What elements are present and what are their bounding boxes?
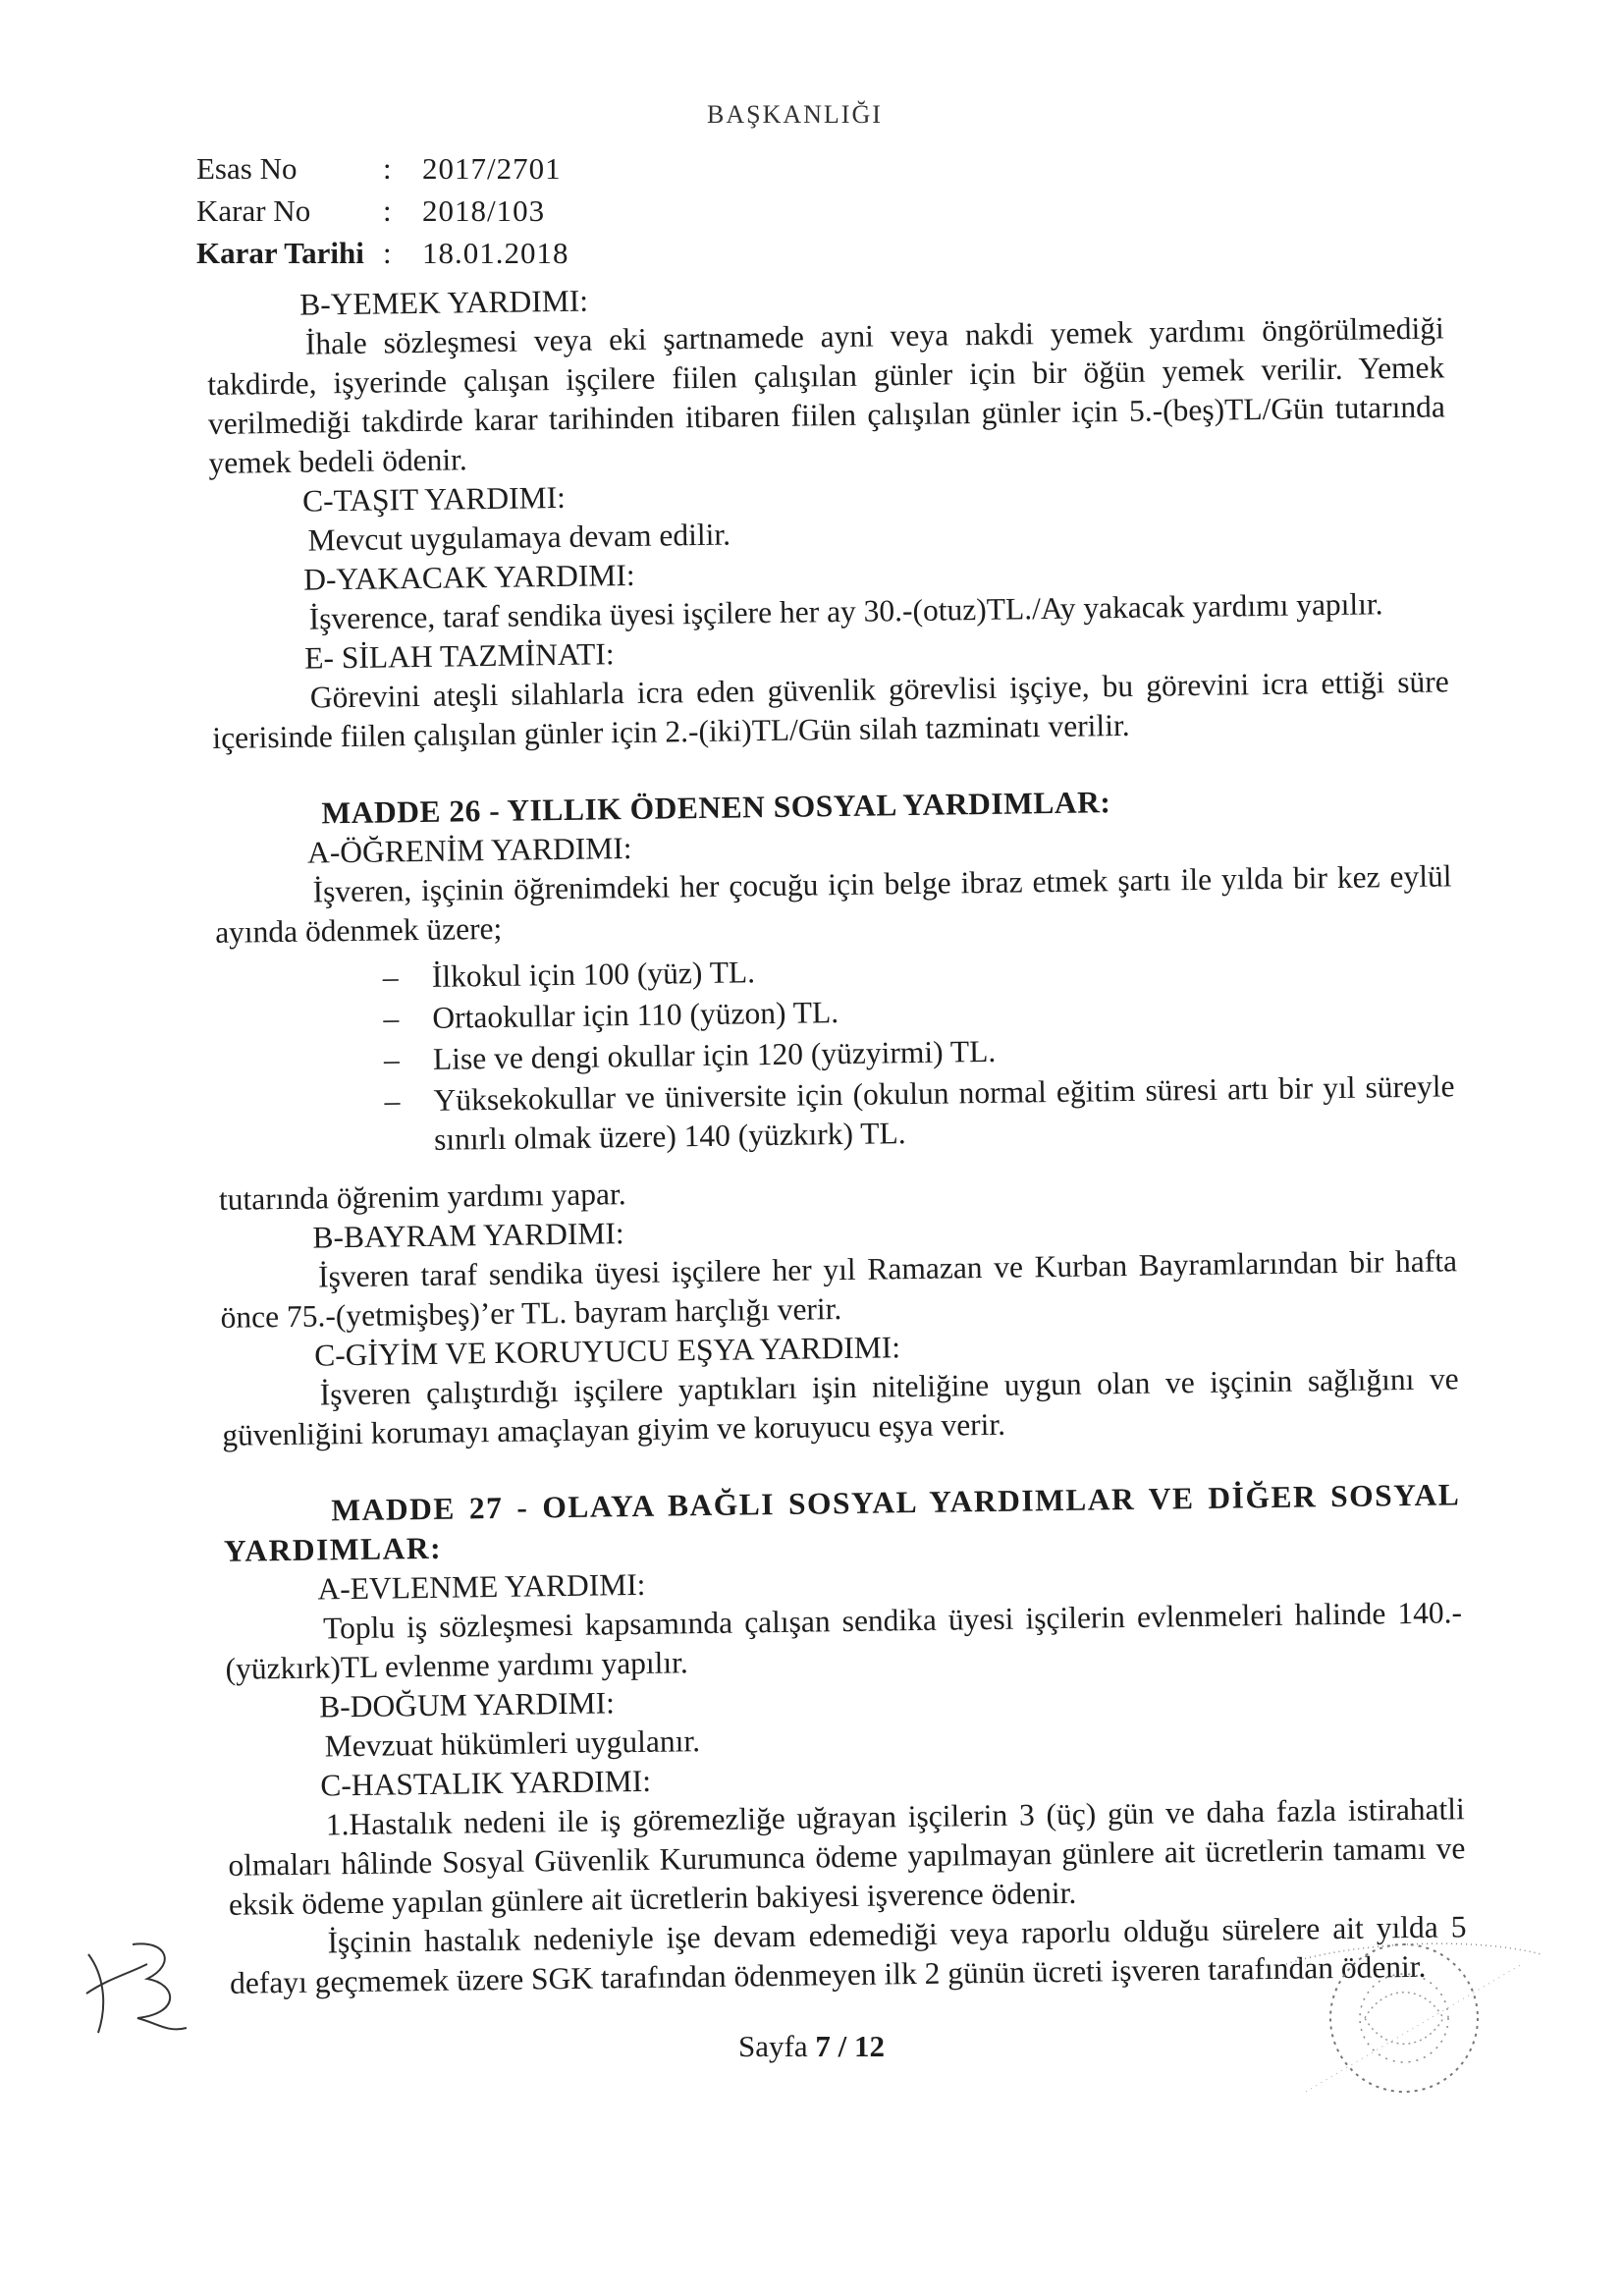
handwritten-initials: [79, 1935, 196, 2043]
meta-colon: :: [383, 236, 392, 270]
meta-value: 18.01.2018: [422, 236, 569, 270]
page-separator: /: [838, 2029, 847, 2063]
article-heading: MADDE 26 - YILLIK ÖDENEN SOSYAL YARDIMLAR:: [321, 785, 1111, 831]
list-item: – Ortaokullar için 110 (yüzon) TL.: [383, 984, 1453, 1038]
list-item: – Yüksekokullar ve üniversite için (okulun normal eğitim süresi artı bir yıl süreyle sınırlı olmak üzere) 140 (yüzkırk) TL.: [384, 1066, 1455, 1160]
meta-colon: :: [383, 193, 392, 228]
page-number: 7: [815, 2029, 831, 2063]
section-paragraph: İşçinin hastalık nedeniyle işe devam edemediği veya raporlu olduğu sürelere ait yılda 5 defayı geçmemek üzere SGK tarafından ödenmeyen ilk 2 günün ücreti işveren tarafından ödenir.: [229, 1909, 1467, 2000]
section-paragraph: İhale sözleşmesi veya eki şartnamede ayni veya nakdi yemek yardımı öngörülmediği takdirde, işyerinde çalışan işçilere fiilen çalışılan günler için bir öğün yemek verilir. Yemek verilmediği takdirde karar tarihinden itibaren fiilen çalışılan günler için 5.-(beş)TL/Gün tutarında yemek bedeli ödenir.: [207, 310, 1446, 480]
section-heading: D-YAKACAK YARDIMI:: [302, 557, 635, 597]
section-heading: C-TAŞIT YARDIMI:: [301, 479, 567, 519]
section-heading: B-BAYRAM YARDIMI:: [312, 1216, 624, 1255]
meta-row-esas: [196, 147, 569, 190]
page-footer: [0, 2029, 1623, 2064]
page-label: Sayfa: [738, 2029, 808, 2063]
section-heading: A-ÖĞRENİM YARDIMI:: [306, 831, 632, 870]
document-body: [206, 269, 1467, 2002]
section-paragraph: İşveren taraf sendika üyesi işçilere her yıl Ramazan ve Kurban Bayramlarından bir hafta önce 75.-(yetmişbeş)’er TL. bayram harçlığı verir.: [220, 1243, 1458, 1335]
section-heading: B-YEMEK YARDIMI:: [299, 283, 589, 322]
section-heading: B-DOĞUM YARDIMI:: [318, 1685, 616, 1724]
section-paragraph: Mevcut uygulamaya devam edilir.: [307, 517, 731, 558]
header-title: BAŞKANLIĞI: [707, 100, 883, 129]
section-paragraph: İşveren, işçinin öğrenimdeki her çocuğu için belge ibraz etmek şartı ile yılda bir kez eylül ayında ödenmek üzere;: [214, 858, 1452, 950]
meta-label: Karar Tarihi: [196, 236, 364, 270]
section-heading: A-EVLENME YARDIMI:: [317, 1566, 646, 1607]
section-paragraph: İşverence, taraf sendika üyesi işçilere her ay 30.-(otuz)TL./Ay yakacak yardımı yapılır.: [308, 586, 1383, 636]
section-paragraph: İşveren çalıştırdığı işçilere yaptıkları işin niteliğine uygun olan ve işçinin sağlığını ve güvenliğini korumayı amaçlayan giyim ve koruyucu eşya verir.: [222, 1361, 1459, 1452]
tuition-list: [216, 943, 1456, 1163]
case-meta: [196, 147, 569, 274]
article-heading: MADDE 27 - OLAYA BAĞLI SOSYAL YARDIMLAR VE DİĞER SOSYAL YARDIMLAR:: [223, 1477, 1461, 1568]
official-stamp: [1247, 1925, 1561, 2121]
section-heading: E- SİLAH TAZMİNATI:: [304, 636, 615, 676]
section-heading: C-HASTALIK YARDIMI:: [320, 1763, 652, 1803]
section-paragraph: Mevzuat hükümleri uygulanır.: [324, 1723, 701, 1764]
section-paragraph: Görevini ateşli silahlarla icra eden güvenlik görevlisi işçiye, bu görevini icra ettiği süre içerisinde fiilen çalışılan günler için 2.-(iki)TL/Gün silah tazminatı verilir.: [212, 664, 1449, 755]
section-paragraph: 1.Hastalık nedeni ile iş göremezliğe uğrayan işçilerin 3 (üç) gün ve daha fazla istirahatli olmaları hâlinde Sosyal Güvenlik Kurumunca ödeme yapılmayan günlere ait ücretlerin tamamı ve eksik ödeme yapılan günlere ait ücretlerin bakiyesi işverence ödenir.: [228, 1791, 1466, 1922]
meta-value: 2018/103: [422, 193, 546, 228]
meta-label: Esas No: [196, 151, 298, 186]
section-paragraph: Toplu iş sözleşmesi kapsamında çalışan sendika üyesi işçilerin evlenmeleri halinde 140.-(yüzkırk)TL evlenme yardımı yapılır.: [225, 1595, 1463, 1686]
meta-colon: :: [383, 151, 392, 186]
meta-value: 2017/2701: [422, 151, 562, 186]
meta-row-karar-tarihi: [196, 232, 569, 274]
page-total: 12: [853, 2029, 885, 2063]
meta-row-karar: [196, 190, 569, 232]
section-paragraph: tutarında öğrenim yardımı yapar.: [218, 1176, 626, 1217]
list-item: – Lise ve dengi okullar için 120 (yüzyirmi) TL.: [384, 1025, 1454, 1079]
section-heading: C-GİYİM VE KORUYUCU EŞYA YARDIMI:: [313, 1330, 901, 1373]
meta-label: Karar No: [196, 193, 311, 228]
list-item: – İlkokul için 100 (yüz) TL.: [383, 943, 1453, 997]
